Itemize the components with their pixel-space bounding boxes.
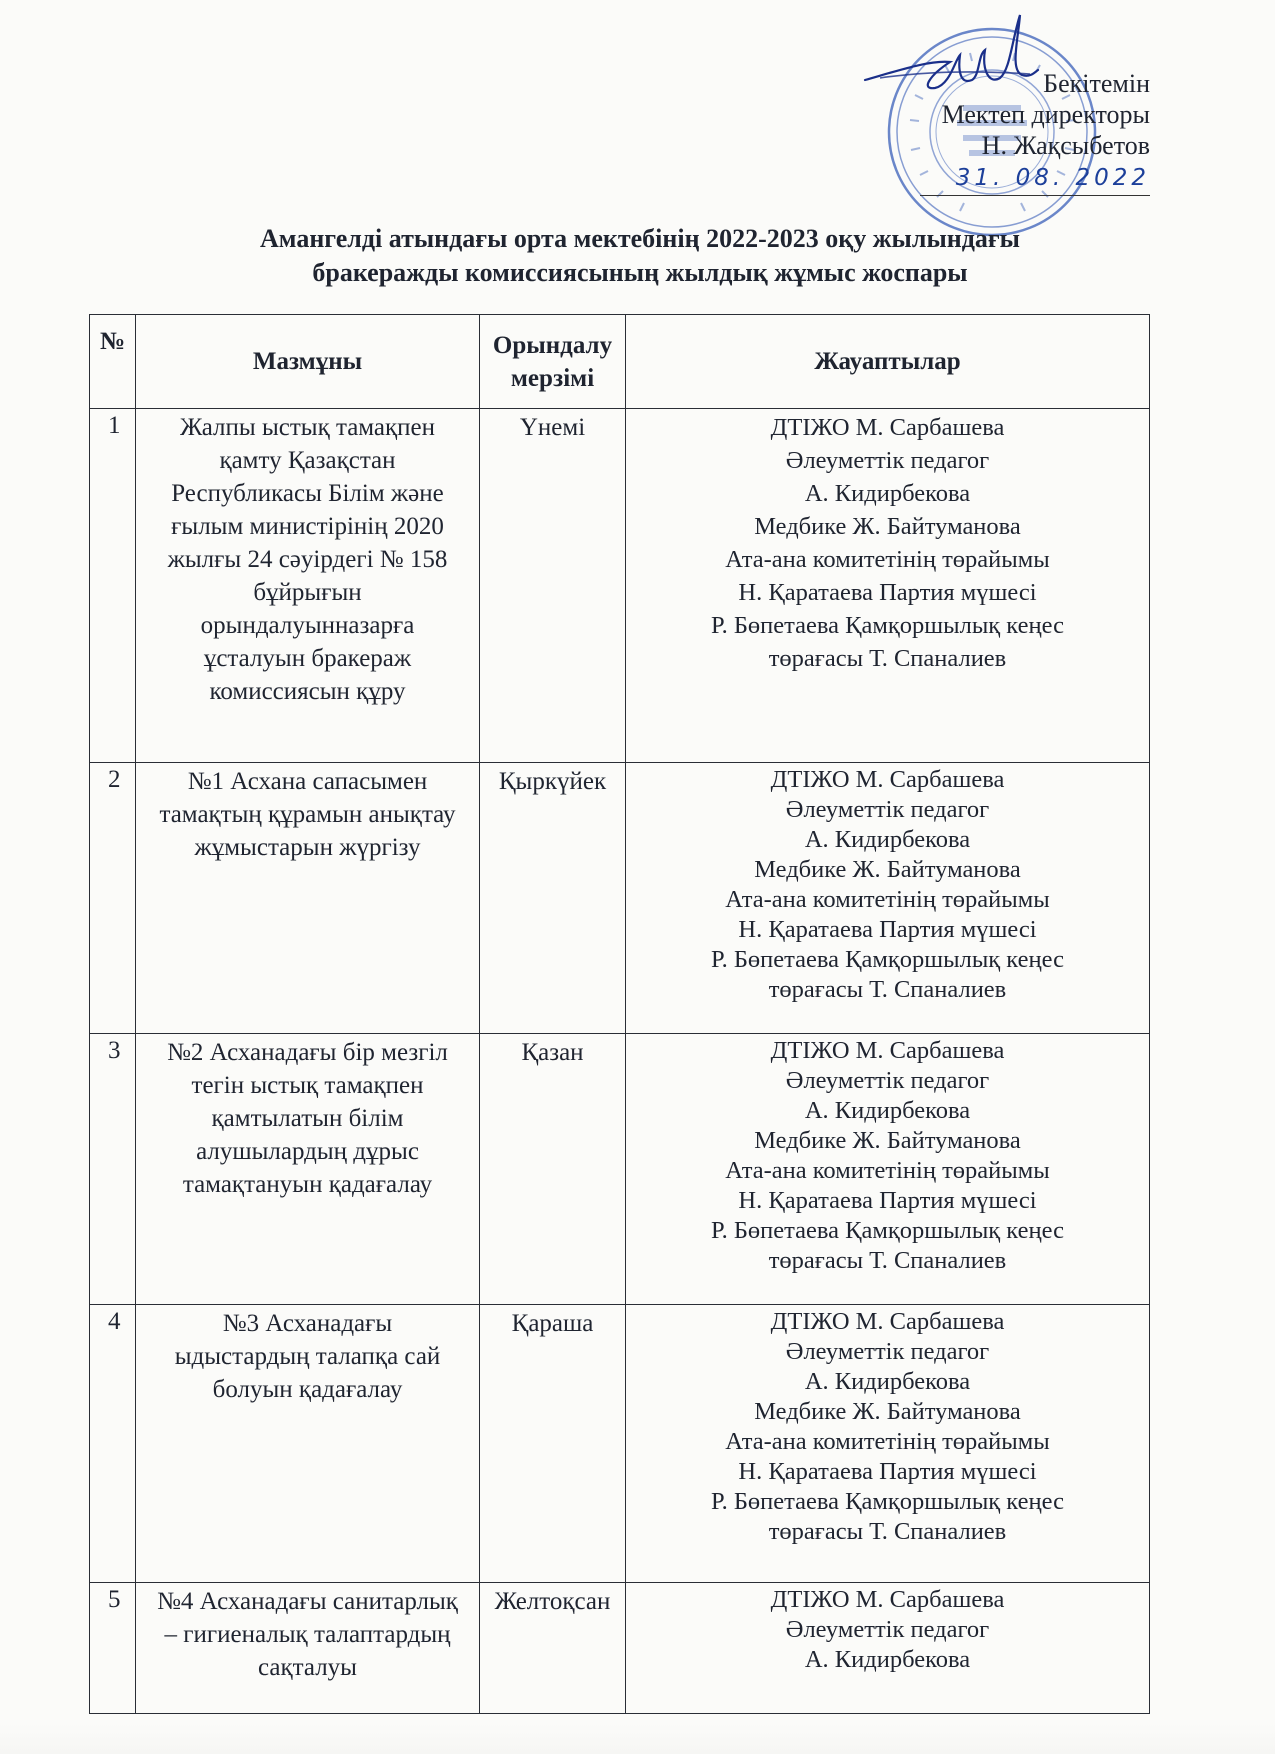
document-title [120,222,1160,290]
responsible-line: ДТІЖО М. Сарбашева [770,1308,1005,1335]
responsible-line: Ата-ана комитетінің төрайымы [725,1428,1050,1455]
content-line: орындалуынназарға [200,612,415,639]
responsible-line: А. Кидирбекова [804,826,971,853]
row-term: Қыркүйек [480,763,626,1034]
content-line: болуын қадағалау [212,1376,403,1403]
responsible-line: Р. Бөпетаева Қамқоршылық кеңес [711,946,1064,973]
approval-block [790,68,1150,196]
content-line: сақталуы [258,1654,357,1681]
responsible-line: Медбике Ж. Байтуманова [754,1127,1021,1154]
row-responsible [626,763,1150,1034]
header-term-line-2: мерзімі [510,364,595,392]
responsible-line: А. Кидирбекова [804,1368,971,1395]
responsible-line: Ата-ана комитетінің төрайымы [725,1157,1050,1184]
table-row [90,1305,1150,1583]
row-term: Үнемі [480,409,626,763]
row-responsible [626,1034,1150,1305]
content-line: алушылардың дұрыс [196,1138,419,1165]
responsible-line: ДТІЖО М. Сарбашева [770,1037,1005,1064]
title-line-2: бракеражды комиссиясының жылдық жұмыс жоспары [312,258,968,287]
header-responsible: Жауаптылар [626,315,1150,409]
content-line: ұсталуын бракераж [203,645,412,672]
row-number: 2 [90,763,136,1034]
responsible-line: Әлеуметтік педагог [785,1067,990,1094]
row-term: Желтоқсан [480,1583,626,1714]
table-row [90,1034,1150,1305]
responsible-line: ДТІЖО М. Сарбашева [770,766,1005,793]
row-content [136,1583,480,1714]
responsible-line: Р. Бөпетаева Қамқоршылық кеңес [711,1217,1064,1244]
row-content [136,763,480,1034]
header-term-line-1: Орындалу [492,331,613,359]
content-line: тамақтануын қадағалау [182,1171,433,1198]
content-line: №1 Асхана сапасымен [187,768,428,795]
row-content [136,1305,480,1583]
responsible-line: Медбике Ж. Байтуманова [754,513,1021,540]
content-line: №3 Асханадағы [222,1310,393,1337]
content-line: қамтылатын білім [211,1105,404,1132]
header-number: № [90,315,136,409]
responsible-line: төрағасы Т. Спаналиев [768,1247,1007,1274]
responsible-line: ДТІЖО М. Сарбашева [770,414,1005,441]
header-term [480,315,626,409]
responsible-line: Әлеуметтік педагог [785,1338,990,1365]
content-line: бұйрығын [253,579,362,606]
content-line: ғылым министірінің 2020 [171,513,444,540]
responsible-line: А. Кидирбекова [804,1097,971,1124]
responsible-line: төрағасы Т. Спаналиев [768,645,1007,672]
approval-date: 31. 08. 2022 [955,165,1150,191]
content-line: Республикасы Білім және [171,480,444,507]
content-line: жұмыстарын жүргізу [194,834,421,861]
content-line: тамақтың құрамын анықтау [159,801,456,828]
row-number: 4 [90,1305,136,1583]
approval-date-line [920,161,1150,196]
responsible-line: Әлеуметтік педагог [785,447,990,474]
table-header-row [90,315,1150,409]
responsible-line: Әлеуметтік педагог [785,796,990,823]
work-plan-table [89,314,1150,1714]
content-line: Жалпы ыстық тамақпен [179,414,436,441]
row-content [136,409,480,763]
title-line-1: Амангелді атындағы орта мектебінің 2022-2023 оқу жылындағы [260,224,1020,253]
responsible-line: Ата-ана комитетінің төрайымы [725,886,1050,913]
table-row [90,409,1150,763]
table-row [90,763,1150,1034]
row-responsible [626,1583,1150,1714]
row-number: 1 [90,409,136,763]
header-content: Мазмұны [136,315,480,409]
approval-director-name: Н. Жақсыбетов [981,131,1150,160]
content-line: жылғы 24 сәуірдегі № 158 [167,546,448,573]
responsible-line: Н. Қаратаева Партия мүшесі [738,916,1037,943]
content-line: комиссиясын құру [209,678,406,705]
content-line: №4 Асханадағы санитарлық [157,1588,458,1615]
content-line: қамту Қазақстан [219,447,396,474]
row-number: 3 [90,1034,136,1305]
responsible-line: Медбике Ж. Байтуманова [754,1398,1021,1425]
row-responsible [626,409,1150,763]
responsible-line: Ата-ана комитетінің төрайымы [725,546,1050,573]
content-line: №2 Асханадағы бір мезгіл [167,1039,448,1066]
responsible-line: Н. Қаратаева Партия мүшесі [738,1458,1037,1485]
responsible-line: Әлеуметтік педагог [785,1616,990,1643]
responsible-line: Медбике Ж. Байтуманова [754,856,1021,883]
row-term: Қараша [480,1305,626,1583]
table-body [90,409,1150,1714]
responsible-line: Р. Бөпетаева Қамқоршылық кеңес [711,1488,1064,1515]
content-line: ыдыстардың талапқа сай [174,1343,441,1370]
responsible-line: төрағасы Т. Спаналиев [768,1518,1007,1545]
responsible-line: Р. Бөпетаева Қамқоршылық кеңес [711,612,1064,639]
row-responsible [626,1305,1150,1583]
row-term: Қазан [480,1034,626,1305]
content-line: тегін ыстық тамақпен [191,1072,424,1099]
content-line: – гигиеналық талаптардың [164,1621,451,1648]
scan-edge [0,1724,1275,1754]
row-content [136,1034,480,1305]
responsible-line: ДТІЖО М. Сарбашева [770,1586,1005,1613]
row-number: 5 [90,1583,136,1714]
responsible-line: Н. Қаратаева Партия мүшесі [738,1187,1037,1214]
responsible-line: төрағасы Т. Спаналиев [768,976,1007,1003]
responsible-line: Н. Қаратаева Партия мүшесі [738,579,1037,606]
responsible-line: А. Кидирбекова [804,1646,971,1673]
table-row [90,1583,1150,1714]
responsible-line: А. Кидирбекова [804,480,971,507]
approval-label: Бекітемін [1043,69,1150,98]
approval-position: Мектеп директоры [941,100,1150,129]
